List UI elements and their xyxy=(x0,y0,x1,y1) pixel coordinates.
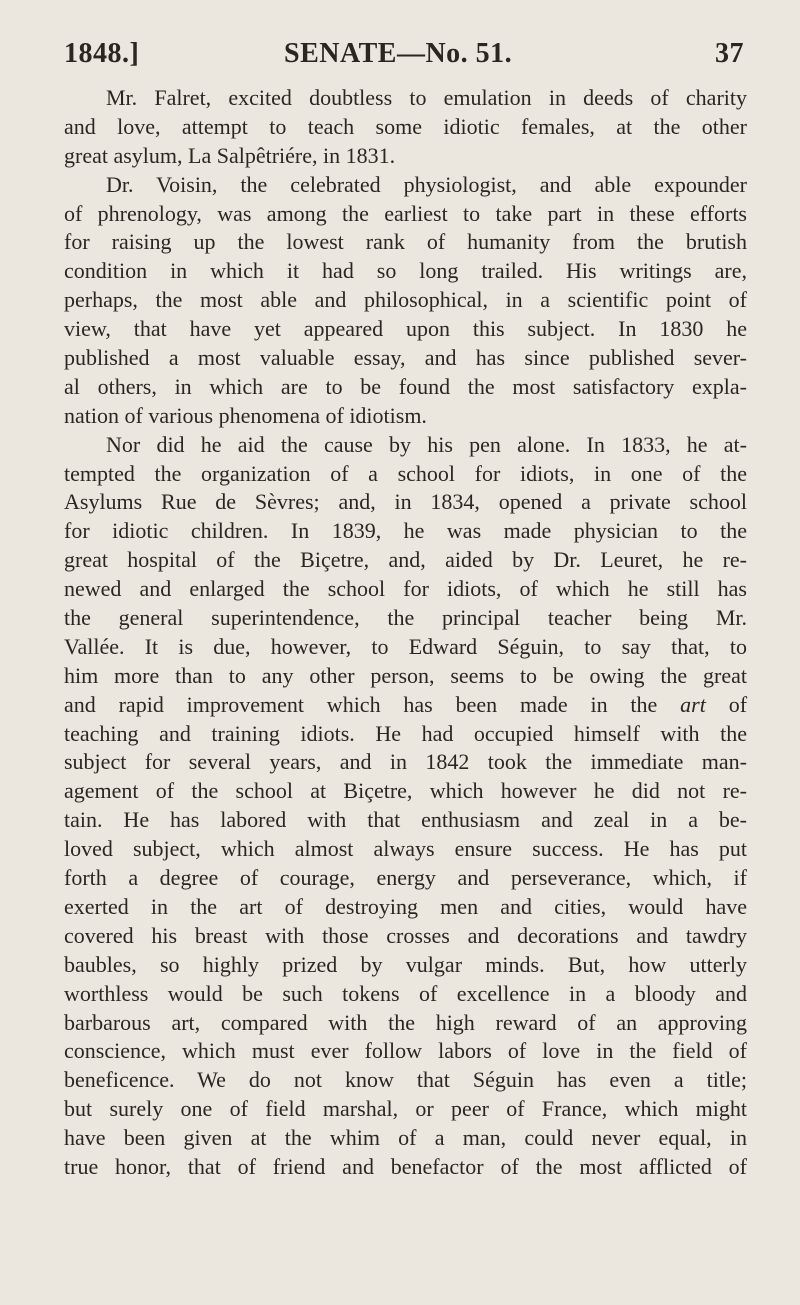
body-text xyxy=(64,84,747,1182)
text-line: Nor did he aid the cause by his pen alone. In 1833, he at- xyxy=(106,431,747,457)
text-line: baubles, so highly prized by vulgar minds. But, how utterly xyxy=(64,951,747,977)
text-line: exerted in the art of destroying men and cities, would have xyxy=(64,893,747,919)
text-line-with-italic xyxy=(64,691,747,720)
text-line: loved subject, which almost always ensure success. He has put xyxy=(64,836,747,862)
text-line: newed and enlarged the school for idiots, of which he still has xyxy=(64,576,747,602)
text-line: beneficence. We do not know that Séguin has even a title; xyxy=(64,1067,747,1093)
text-line: covered his breast with those crosses and decorations and tawdry xyxy=(64,922,747,948)
text-line: of phrenology, was among the earliest to take part in these efforts xyxy=(64,200,747,226)
text-line: the general superintendence, the principal teacher being Mr. xyxy=(64,605,747,631)
text-line: Mr. Falret, excited doubtless to emulation in deeds of charity xyxy=(106,85,747,110)
text-line: Dr. Voisin, the celebrated physiologist, and able expounder xyxy=(106,171,747,197)
header-year: 1848.] xyxy=(64,38,140,69)
text-line: teaching and training idiots. He had occupied himself with the xyxy=(64,720,747,746)
text-line: view, that have yet appeared upon this subject. In 1830 he xyxy=(64,316,747,342)
text-line: agement of the school at Biçetre, which however he did not re- xyxy=(64,778,747,804)
text-line: condition in which it had so long trailed. His writings are, xyxy=(64,258,747,284)
text-line: and love, attempt to teach some idiotic females, at the other xyxy=(64,113,747,139)
text-line: tain. He has labored with that enthusiasm and zeal in a be- xyxy=(64,807,747,833)
text-segment: and rapid improvement which has been made in the xyxy=(64,691,658,717)
text-line: Asylums Rue de Sèvres; and, in 1834, opened a private school xyxy=(64,489,747,515)
text-line: conscience, which must ever follow labors of love in the field of xyxy=(64,1038,747,1064)
text-line: for idiotic children. In 1839, he was made physician to the xyxy=(64,518,747,544)
text-line: worthless would be such tokens of excellence in a bloody and xyxy=(64,980,747,1006)
text-line: published a most valuable essay, and has since published sever- xyxy=(64,345,747,371)
text-line: great asylum, La Salpêtriére, in 1831. xyxy=(64,142,396,168)
text-line: al others, in which are to be found the most satisfactory expla- xyxy=(64,373,747,399)
italic-word: art xyxy=(680,691,706,717)
text-line: him more than to any other person, seems to be owing the great xyxy=(64,662,747,688)
running-head xyxy=(64,38,744,78)
text-line: true honor, that of friend and benefactor of the most afflicted of xyxy=(64,1153,747,1179)
text-line: Vallée. It is due, however, to Edward Séguin, to say that, to xyxy=(64,633,747,659)
header-title: SENATE—No. 51. xyxy=(284,38,513,69)
text-line: barbarous art, compared with the high reward of an approving xyxy=(64,1009,747,1035)
text-line: subject for several years, and in 1842 took the immediate man- xyxy=(64,749,747,775)
text-line: but surely one of field marshal, or peer of France, which might xyxy=(64,1096,747,1122)
text-line: great hospital of the Biçetre, and, aided by Dr. Leuret, he re- xyxy=(64,547,747,573)
text-line: for raising up the lowest rank of humanity from the brutish xyxy=(64,229,747,255)
text-line: have been given at the whim of a man, could never equal, in xyxy=(64,1125,747,1151)
text-line: forth a degree of courage, energy and perseverance, which, if xyxy=(64,865,747,891)
page-number: 37 xyxy=(715,38,744,69)
text-line: perhaps, the most able and philosophical, in a scientific point of xyxy=(64,287,747,313)
text-line: tempted the organization of a school for idiots, in one of the xyxy=(64,460,747,486)
text-line: nation of various phenomena of idiotism. xyxy=(64,402,427,428)
text-segment: of xyxy=(728,691,748,717)
